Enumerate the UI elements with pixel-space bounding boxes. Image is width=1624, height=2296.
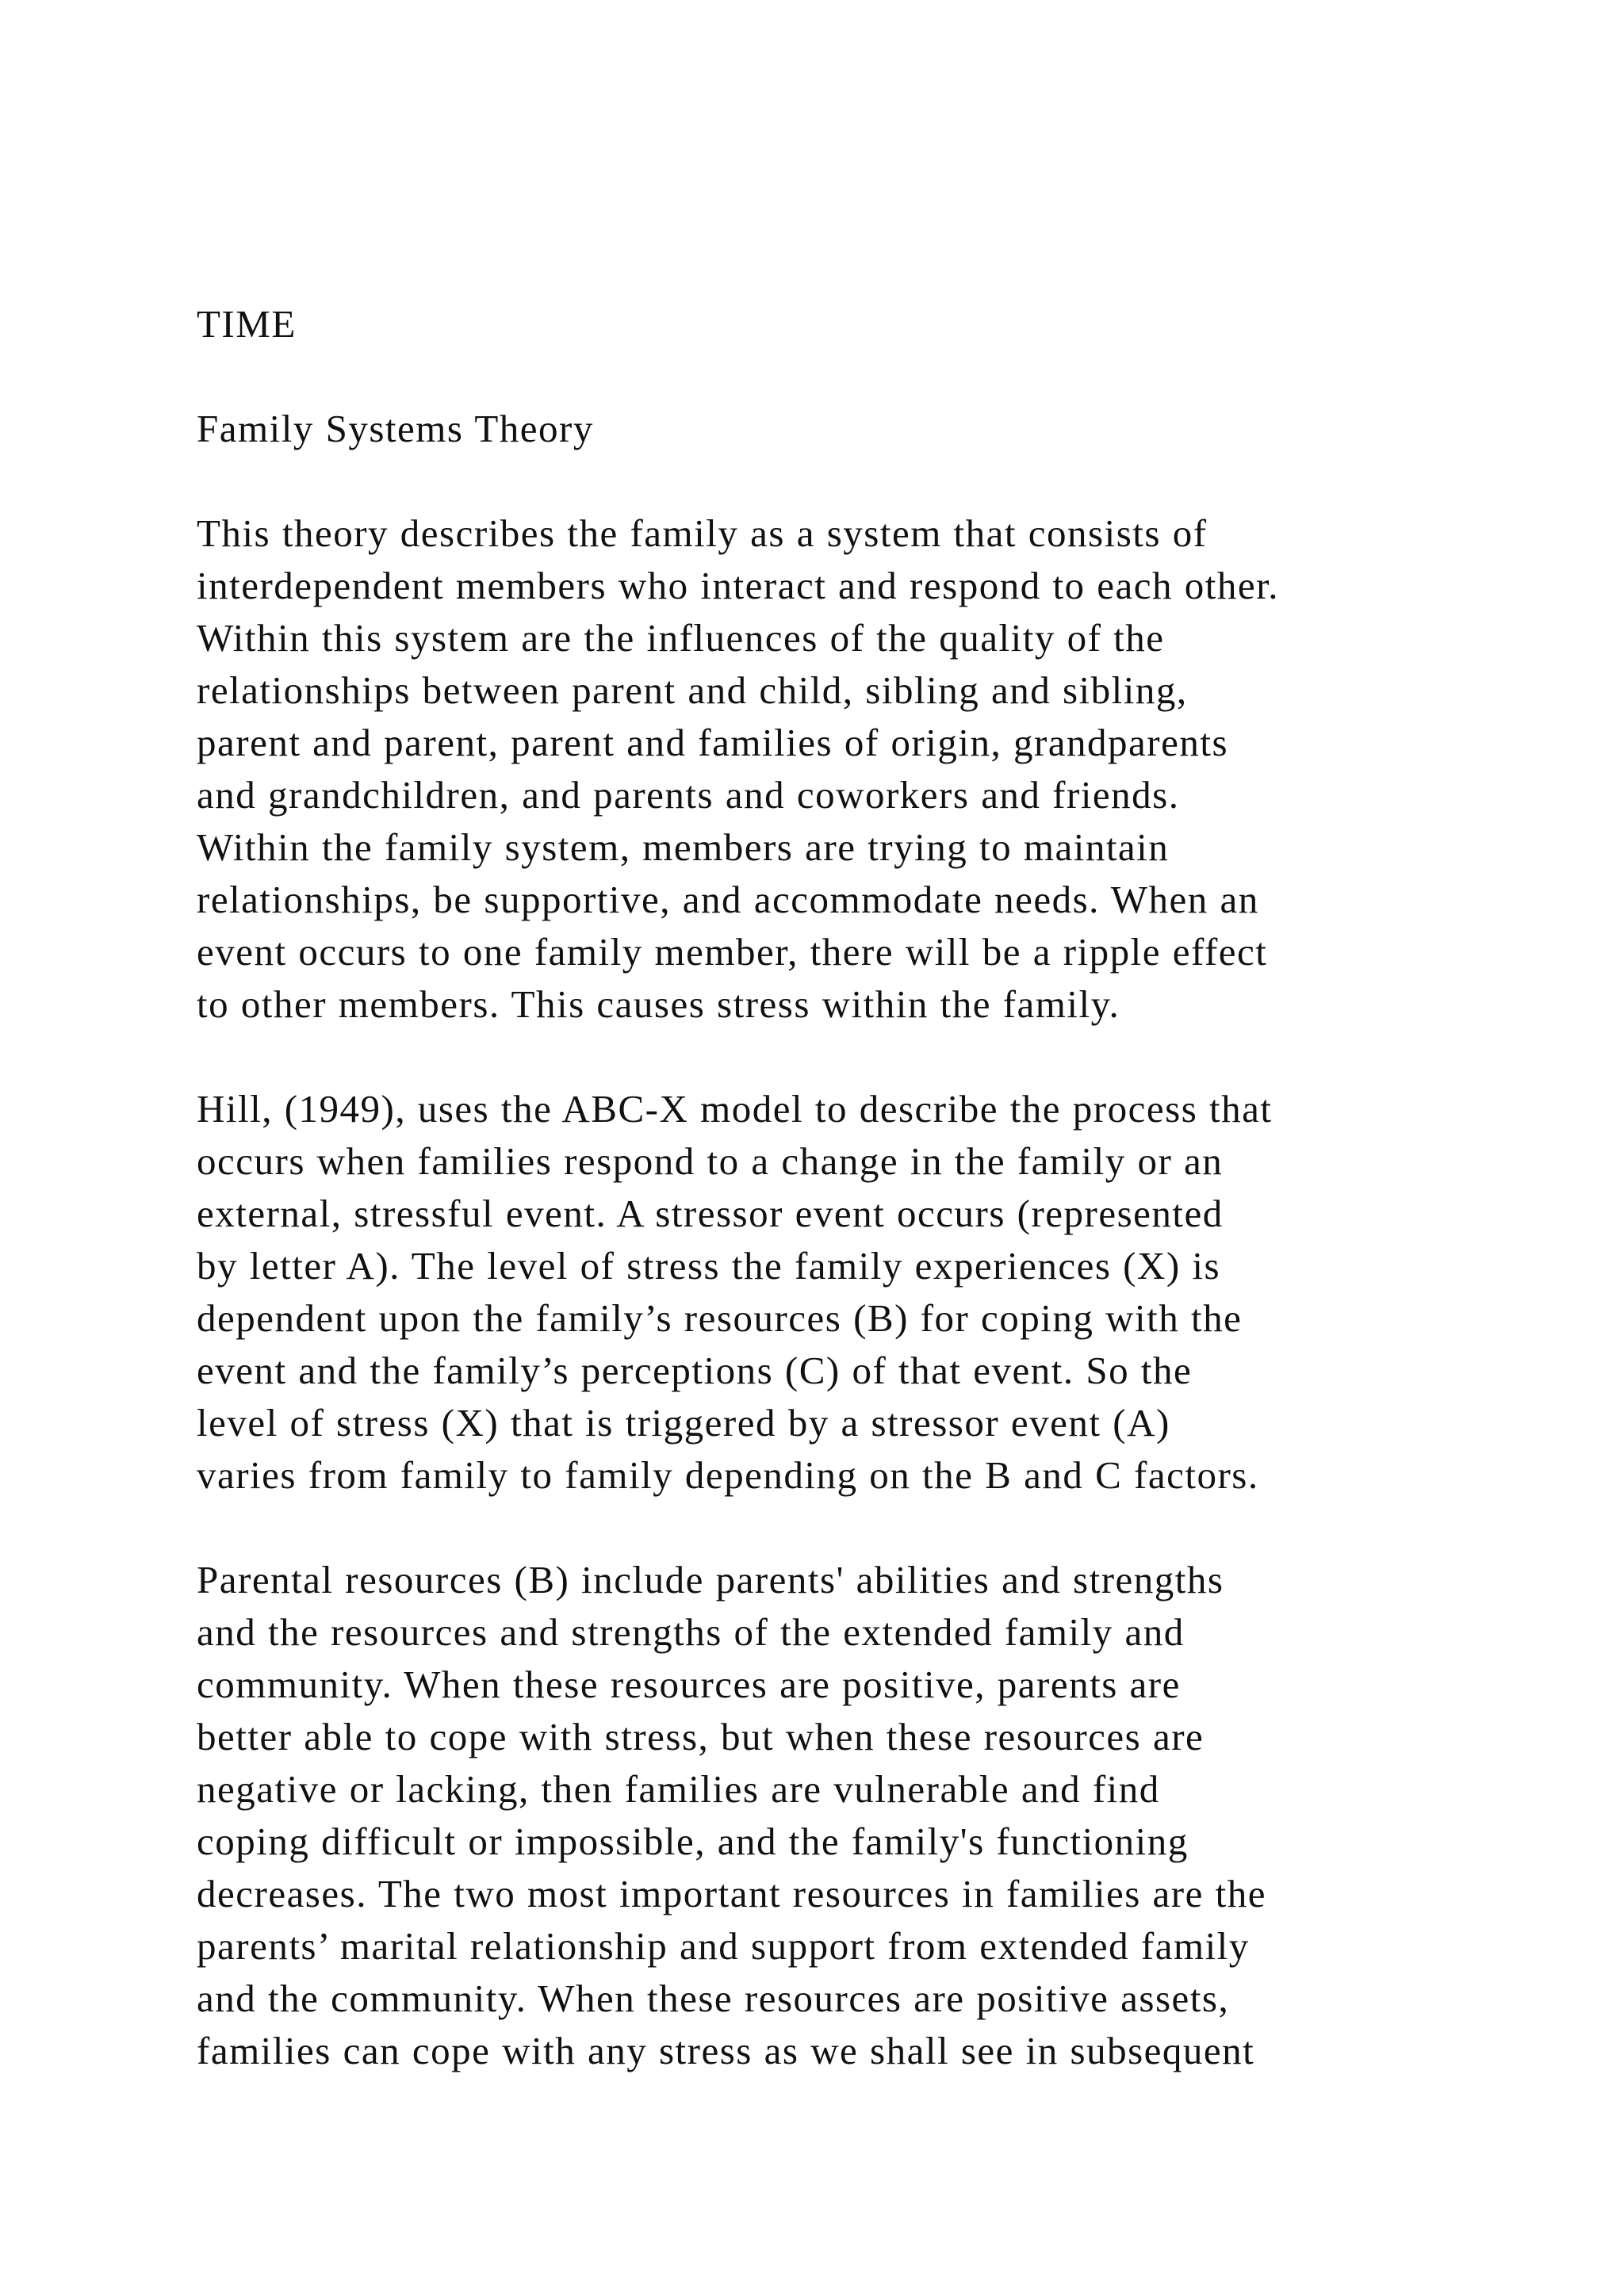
- paragraph-line: event occurs to one family member, there will be a ripple effect: [197, 930, 1268, 974]
- paragraph-line: varies from family to family depending on the B and C factors.: [197, 1453, 1259, 1497]
- paragraph-line: level of stress (X) that is triggered by a stressor event (A): [197, 1401, 1170, 1445]
- spacer: [197, 350, 1497, 403]
- spacer: [197, 455, 1497, 507]
- paragraph-line: negative or lacking, then families are vulnerable and find: [197, 1767, 1160, 1811]
- paragraph-line: parents’ marital relationship and support from extended family: [197, 1924, 1250, 1968]
- paragraph-line: This theory describes the family as a system that consists of: [197, 511, 1208, 555]
- paragraph-2: [197, 1083, 1497, 1502]
- document-subheading: Family Systems Theory: [197, 407, 594, 450]
- paragraph-line: community. When these resources are positive, parents are: [197, 1663, 1181, 1706]
- paragraph-line: by letter A). The level of stress the family experiences (X) is: [197, 1244, 1221, 1288]
- spacer: [197, 1031, 1497, 1083]
- paragraph-line: Parental resources (B) include parents' abilities and strengths: [197, 1558, 1224, 1601]
- paragraph-line: families can cope with any stress as we shall see in subsequent: [197, 2029, 1255, 2072]
- paragraph-line: better able to cope with stress, but when these resources are: [197, 1715, 1205, 1758]
- paragraph-line: occurs when families respond to a change in the family or an: [197, 1139, 1224, 1183]
- paragraph-line: Within the family system, members are trying to maintain: [197, 825, 1170, 869]
- paragraph-line: to other members. This causes stress within the family.: [197, 982, 1120, 1026]
- paragraph-line: decreases. The two most important resources in families are the: [197, 1872, 1266, 1915]
- paragraph-1: [197, 507, 1497, 1031]
- paragraph-line: coping difficult or impossible, and the family's functioning: [197, 1820, 1189, 1863]
- paragraph-line: event and the family’s perceptions (C) of that event. So the: [197, 1349, 1193, 1392]
- paragraph-line: and the community. When these resources are positive assets,: [197, 1976, 1230, 2020]
- paragraph-line: Hill, (1949), uses the ABC-X model to describe the process that: [197, 1087, 1273, 1131]
- document-heading: TIME: [197, 302, 297, 346]
- paragraph-line: interdependent members who interact and respond to each other.: [197, 564, 1280, 607]
- paragraph-3: [197, 1554, 1497, 2077]
- paragraph-line: and grandchildren, and parents and coworkers and friends.: [197, 773, 1180, 817]
- paragraph-line: external, stressful event. A stressor event occurs (represented: [197, 1192, 1224, 1235]
- paragraph-line: and the resources and strengths of the extended family and: [197, 1610, 1185, 1654]
- document-body: [197, 298, 1497, 2077]
- paragraph-line: relationships, be supportive, and accommodate needs. When an: [197, 878, 1259, 921]
- paragraph-line: parent and parent, parent and families of origin, grandparents: [197, 721, 1229, 764]
- spacer: [197, 1502, 1497, 1554]
- paragraph-line: relationships between parent and child, sibling and sibling,: [197, 668, 1188, 712]
- paragraph-line: Within this system are the influences of the quality of the: [197, 616, 1165, 660]
- paragraph-line: dependent upon the family’s resources (B) for coping with the: [197, 1296, 1243, 1340]
